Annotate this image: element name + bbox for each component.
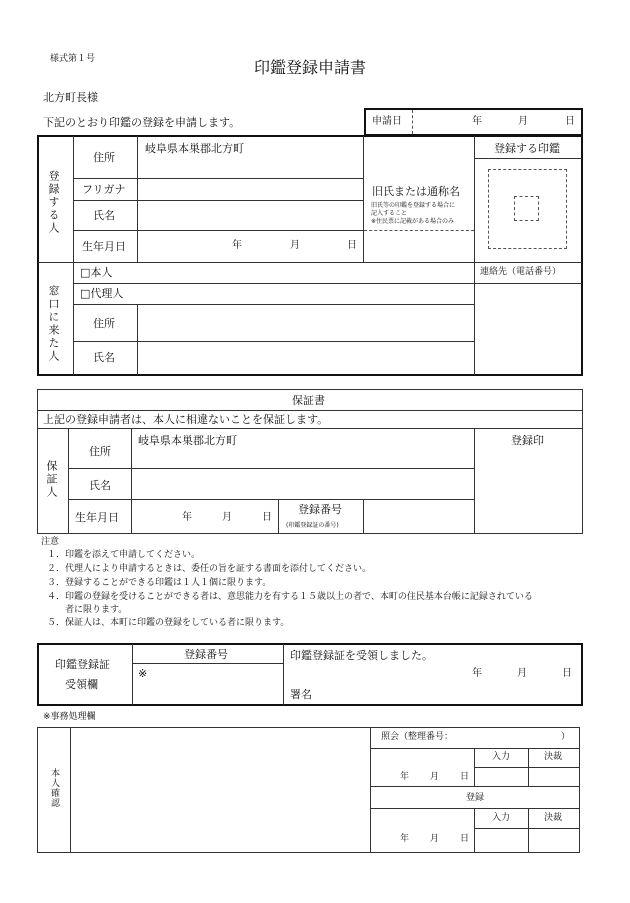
old-name-note-3: ※住民票に記載がある場合のみ (371, 218, 455, 225)
guarantor-reg-no-label: 登録番号 (298, 503, 342, 516)
registrant-birth-month: 月 (290, 240, 300, 251)
guarantor-address-label: 住所 (89, 445, 111, 458)
receipt-year: 年 (472, 668, 482, 679)
registrant-address-label: 住所 (93, 151, 115, 164)
receipt-reg-no-label: 登録番号 (184, 648, 228, 661)
guarantor-address-value: 岐阜県本巣郡北方町 (138, 434, 237, 447)
guarantor-birth-year: 年 (182, 512, 192, 523)
inquiry-label: 照会（整理番号： (381, 732, 454, 742)
contact-label: 連絡先（電話番号） (480, 267, 562, 277)
guarantor-birth-month: 月 (222, 512, 232, 523)
guarantor-name-label: 氏名 (89, 479, 111, 492)
intro-text: 下記のとおり印鑑の登録を申請します。 (43, 116, 241, 129)
note-item: ２．代理人により申請するときは、委任の旨を証する書面を添付してください。 (47, 564, 372, 574)
input-label-1: 入力 (492, 752, 511, 762)
registrant-furigana-label: フリガナ (82, 183, 126, 196)
receipt-label-1: 印鑑登録証 (55, 658, 110, 671)
inquiry-month: 月 (430, 772, 440, 782)
guarantor-birth-day: 日 (262, 512, 272, 523)
apply-month-label: 月 (518, 116, 528, 127)
apply-day-label: 日 (565, 116, 575, 127)
identity-check-label: 本人確認 (49, 768, 59, 808)
note-item: ４．印鑑の登録を受けることができる者は、意思能力を有する１５歳以上の者で、本町の住民基本台帳に記録されている (47, 592, 533, 602)
approval-label-2: 決裁 (544, 813, 563, 823)
receipt-signature-label: 署名 (290, 688, 312, 701)
page-title: 印鑑登録申請書 (254, 58, 367, 77)
registration-day: 日 (460, 834, 470, 844)
input-label-2: 入力 (492, 813, 511, 823)
inquiry-day: 日 (460, 772, 470, 782)
seal-inner-guide (514, 196, 539, 221)
seal-box-label: 登録する印鑑 (494, 142, 560, 155)
registration-label: 登録 (466, 793, 485, 803)
guarantor-section-label: 保証人 (45, 460, 58, 499)
visitor-self-option[interactable]: □本人 (80, 266, 113, 279)
visitor-name-label: 氏名 (93, 351, 115, 364)
guarantor-seal-label: 登録印 (511, 434, 544, 447)
office-block (37, 727, 580, 853)
old-name-note-1: 旧氏等の印鑑を登録する場合に (371, 202, 456, 209)
registration-year: 年 (400, 834, 410, 844)
inquiry-year: 年 (400, 772, 410, 782)
visitor-agent-option[interactable]: □代理人 (80, 287, 124, 300)
note-item: ５．保証人は、本町に印鑑の登録をしている者に限ります。 (47, 618, 290, 628)
visitor-section-label: 窓口に来た人 (47, 285, 60, 363)
receipt-confirm-text: 印鑑登録証を受領しました。 (290, 649, 433, 662)
form-number: 様式第１号 (50, 54, 96, 64)
old-name-label: 旧氏または通称名 (372, 185, 460, 198)
visitor-address-label: 住所 (93, 317, 115, 330)
apply-year-label: 年 (472, 116, 482, 127)
notes-heading: 注意 (41, 537, 60, 547)
receipt-day: 日 (562, 668, 572, 679)
guarantee-statement: 上記の登録申請者は、本人に相違ないことを保証します。 (43, 413, 329, 426)
approval-label-1: 決裁 (544, 752, 563, 762)
addressee: 北方町長様 (43, 91, 98, 104)
inquiry-close: ） (561, 732, 571, 742)
guarantor-reg-no-sub: (印鑑登録証の番号) (286, 522, 339, 529)
note-item: １．印鑑を添えて申請してください。 (47, 550, 201, 560)
registrant-birth-year: 年 (232, 240, 242, 251)
registrant-birth-label: 生年月日 (82, 240, 126, 253)
registration-month: 月 (430, 834, 440, 844)
apply-date-label: 申請日 (372, 116, 402, 127)
guarantor-birth-label: 生年月日 (75, 511, 119, 524)
receipt-mark: ※ (138, 667, 148, 680)
old-name-note-2: 記入すること (371, 210, 408, 217)
registrant-section-label: 登録する人 (47, 170, 60, 235)
note-item: ３．登録することができる印鑑は１人１個に限ります。 (47, 578, 272, 588)
note-item: 者に限ります。 (47, 605, 128, 615)
guarantee-title: 保証書 (292, 394, 325, 407)
receipt-label-2: 受領欄 (65, 678, 98, 691)
registrant-address-value: 岐阜県本巣郡北方町 (145, 142, 244, 155)
registrant-name-label: 氏名 (93, 209, 115, 222)
registrant-birth-day: 日 (347, 240, 357, 251)
receipt-month: 月 (517, 668, 527, 679)
office-heading: ※事務処理欄 (43, 712, 96, 722)
